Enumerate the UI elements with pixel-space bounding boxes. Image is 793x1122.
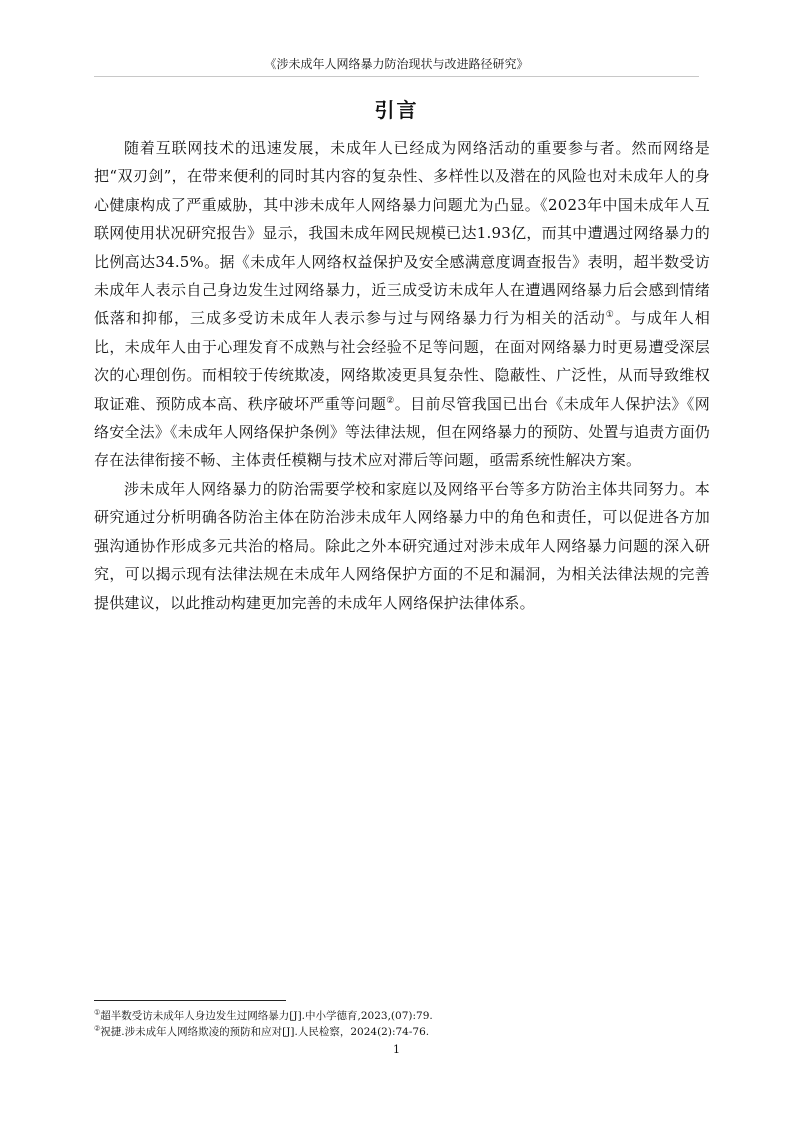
paragraph-1-text-3: 。目前尽管我国已出台《未成年人保护法》《网络安全法》《未成年人网络保护条例》等法律法规，但在网络暴力的预防、处置与追责方面仍存在法律衔接不畅、主体责任模糊与技术应对滞后等问题，亟需系统性解决方案。: [94, 394, 710, 470]
section-title: 引言: [374, 98, 419, 122]
footnote-1-mark: ①: [94, 1008, 101, 1017]
body-text: [94, 134, 710, 617]
footnotes: [94, 1008, 710, 1040]
paragraph-2: 涉未成年人网络暴力的防治需要学校和家庭以及网络平台等多方防治主体共同努力。本研究通过分析明确各防治主体在防治涉未成年人网络暴力中的角色和责任，可以促进各方加强沟通协作形成多元共治的格局。除此之外本研究通过对涉未成年人网络暴力问题的深入研究，可以揭示现有法律法规在未成年人网络保护方面的不足和漏洞，为相关法律法规的完善提供建议，以此推动构建更加完善的未成年人网络保护法律体系。: [94, 479, 710, 612]
footnote-1: [94, 1008, 710, 1024]
footnote-ref-1[interactable]: ①: [605, 310, 615, 321]
page-number: 1: [393, 1043, 400, 1056]
footnote-2-mark: ②: [94, 1024, 101, 1033]
header-divider: [94, 76, 699, 77]
footnote-1-text: 超半数受访未成年人身边发生过网络暴力[J].中小学德育,2023,(07):79.: [100, 1010, 433, 1022]
running-header: 《涉未成年人网络暴力防治现状与改进路径研究》: [264, 57, 529, 71]
footnote-divider: [94, 1000, 286, 1001]
paragraph-1-text-1: 随着互联网技术的迅速发展，未成年人已经成为网络活动的重要参与者。然而网络是把“双刃剑”，在带来便利的同时其内容的复杂性、多样性以及潜在的风险也对未成年人的身心健康构成了严重威胁，其中涉未成年人网络暴力问题尤为凸显。《2023年中国未成年人互联网使用状况研究报告》显示，我国未成年网民规模已达1.93亿，而其中遭遇过网络暴力的比例高达34.5%。据《未成年人网络权益保护及安全感满意度调查报告》表明，超半数受访未成年人表示自己身边发生过网络暴力，近三成受访未成年人在遭遇网络暴力后会感到情绪低落和抑郁，三成多受访未成年人表示参与过与网络暴力行为相关的活动: [94, 139, 710, 328]
paragraph-1-text-2: 。与成年人相比，未成年人由于心理发育不成熟与社会经验不足等问题，在面对网络暴力时更易遭受深层次的心理创伤。而相较于传统欺凌，网络欺凌更具复杂性、隐蔽性、广泛性，从而导致维权取证难、预防成本高、秩序破坏严重等问题: [94, 309, 710, 413]
footnote-2: [94, 1024, 710, 1040]
paragraph-1: [94, 134, 710, 475]
footnote-2-text: 祝捷.涉未成年人网络欺凌的预防和应对[J].人民检察，2024(2):74-76.: [100, 1026, 430, 1038]
footnote-ref-2[interactable]: ②: [386, 395, 395, 406]
